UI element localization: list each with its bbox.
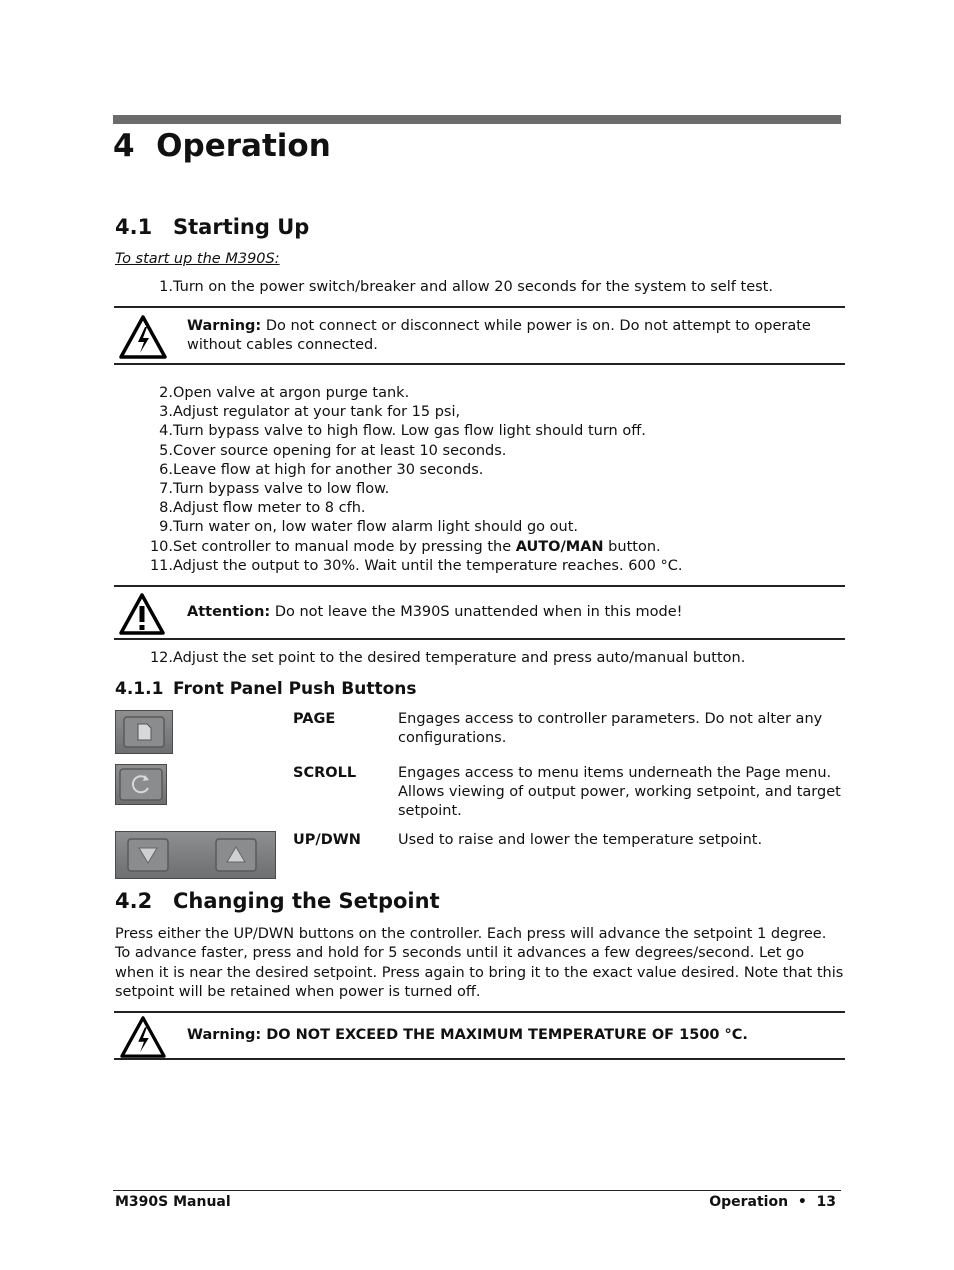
updwn-keys-image bbox=[115, 831, 276, 879]
list-item: 5. Cover source opening for at least 10 seconds. bbox=[159, 442, 507, 459]
list-item: 2. Open valve at argon purge tank. bbox=[159, 385, 410, 401]
warning-text: Do not connect or disconnect while power is on. Do not attempt to operate without cables connected. bbox=[187, 318, 811, 354]
section-heading-changing-setpoint: 4.2 Changing the Setpoint bbox=[115, 889, 440, 913]
exclamation-warning-icon bbox=[118, 592, 166, 636]
electrical-hazard-icon bbox=[118, 314, 168, 360]
button-row-updwn bbox=[115, 831, 845, 879]
electrical-hazard-icon bbox=[118, 1015, 168, 1059]
step-list-1 bbox=[115, 278, 845, 297]
section-heading-starting-up: 4.1 Starting Up bbox=[115, 215, 310, 239]
attention-notice bbox=[114, 585, 845, 640]
button-label-page: PAGE bbox=[293, 711, 336, 727]
list-item: 12. Adjust the set point to the desired temperature and press auto/manual button. bbox=[149, 650, 746, 666]
list-item: 4. Turn bypass valve to high flow. Low gas flow light should turn off. bbox=[159, 423, 646, 440]
button-row-scroll bbox=[115, 764, 845, 824]
footer-manual-title: M390S Manual bbox=[115, 1194, 231, 1210]
button-desc-page: Engages access to controller parameters. Do not alter any configurations. bbox=[398, 711, 823, 747]
page-key-image bbox=[115, 710, 173, 754]
procedure-title: To start up the M390S: bbox=[115, 251, 280, 267]
footer-rule bbox=[113, 1190, 841, 1191]
button-label-scroll: SCROLL bbox=[293, 765, 357, 781]
chapter-title: 4 Operation bbox=[113, 128, 331, 164]
max-temperature-warning bbox=[114, 1011, 845, 1060]
attention-label: Attention: bbox=[187, 604, 271, 620]
list-item: 10. Set controller to manual mode by pressing the AUTO/MAN button. bbox=[149, 538, 661, 555]
list-item: 6. Leave flow at high for another 30 seconds. bbox=[159, 461, 484, 478]
page-number: 13 bbox=[816, 1194, 836, 1210]
list-item: 9. Turn water on, low water flow alarm light should go out. bbox=[159, 519, 578, 536]
step-list-2 bbox=[115, 384, 845, 576]
button-label-updwn: UP/DWN bbox=[293, 832, 361, 848]
footer-section: Operation bbox=[709, 1194, 789, 1210]
list-item: 11. Adjust the output to 30%. Wait until the temperature reaches. 600 °C. bbox=[149, 557, 683, 574]
footer-page-info bbox=[709, 1194, 836, 1210]
button-row-page bbox=[115, 710, 845, 755]
list-item: 3. Adjust regulator at your tank for 15 psi, bbox=[159, 404, 461, 421]
list-item: 7. Turn bypass valve to low flow. bbox=[159, 481, 390, 498]
attention-text: Do not leave the M390S unattended when in this mode! bbox=[270, 604, 683, 620]
list-item: 1. Turn on the power switch/breaker and allow 20 seconds for the system to self test. bbox=[159, 279, 773, 295]
button-desc-scroll: Engages access to menu items underneath the Page menu. Allows viewing of output power, working setpoint, and target setpoint. bbox=[398, 765, 841, 820]
scroll-key-image bbox=[115, 764, 167, 805]
setpoint-paragraph: Press either the UP/DWN buttons on the controller. Each press will advance the setpoint 1 degree. To advance faster, press and hold for 5 seconds until it advances a few degrees/second. Let go when it is near the desired setpoint. Press again to bring it to the exact value desired. Note that this setpoint will be retained when power is turned off. bbox=[115, 926, 844, 1001]
up-down-arrows-icon bbox=[116, 832, 275, 878]
subsection-heading-front-panel: 4.1.1 Front Panel Push Buttons bbox=[115, 679, 417, 699]
warning-notice bbox=[114, 306, 845, 365]
footer-bullet: • bbox=[797, 1194, 807, 1210]
page-icon bbox=[116, 711, 172, 753]
button-desc-updwn: Used to raise and lower the temperature setpoint. bbox=[398, 832, 763, 848]
step-list-3 bbox=[115, 649, 845, 668]
warning-label: Warning: bbox=[187, 318, 262, 334]
scroll-icon bbox=[116, 765, 166, 804]
list-item: 8. Adjust flow meter to 8 cfh. bbox=[159, 500, 366, 517]
chapter-rule bbox=[113, 115, 841, 124]
max-temperature-warning-text: Warning: DO NOT EXCEED THE MAXIMUM TEMPERATURE OF 1500 °C. bbox=[187, 1027, 748, 1043]
